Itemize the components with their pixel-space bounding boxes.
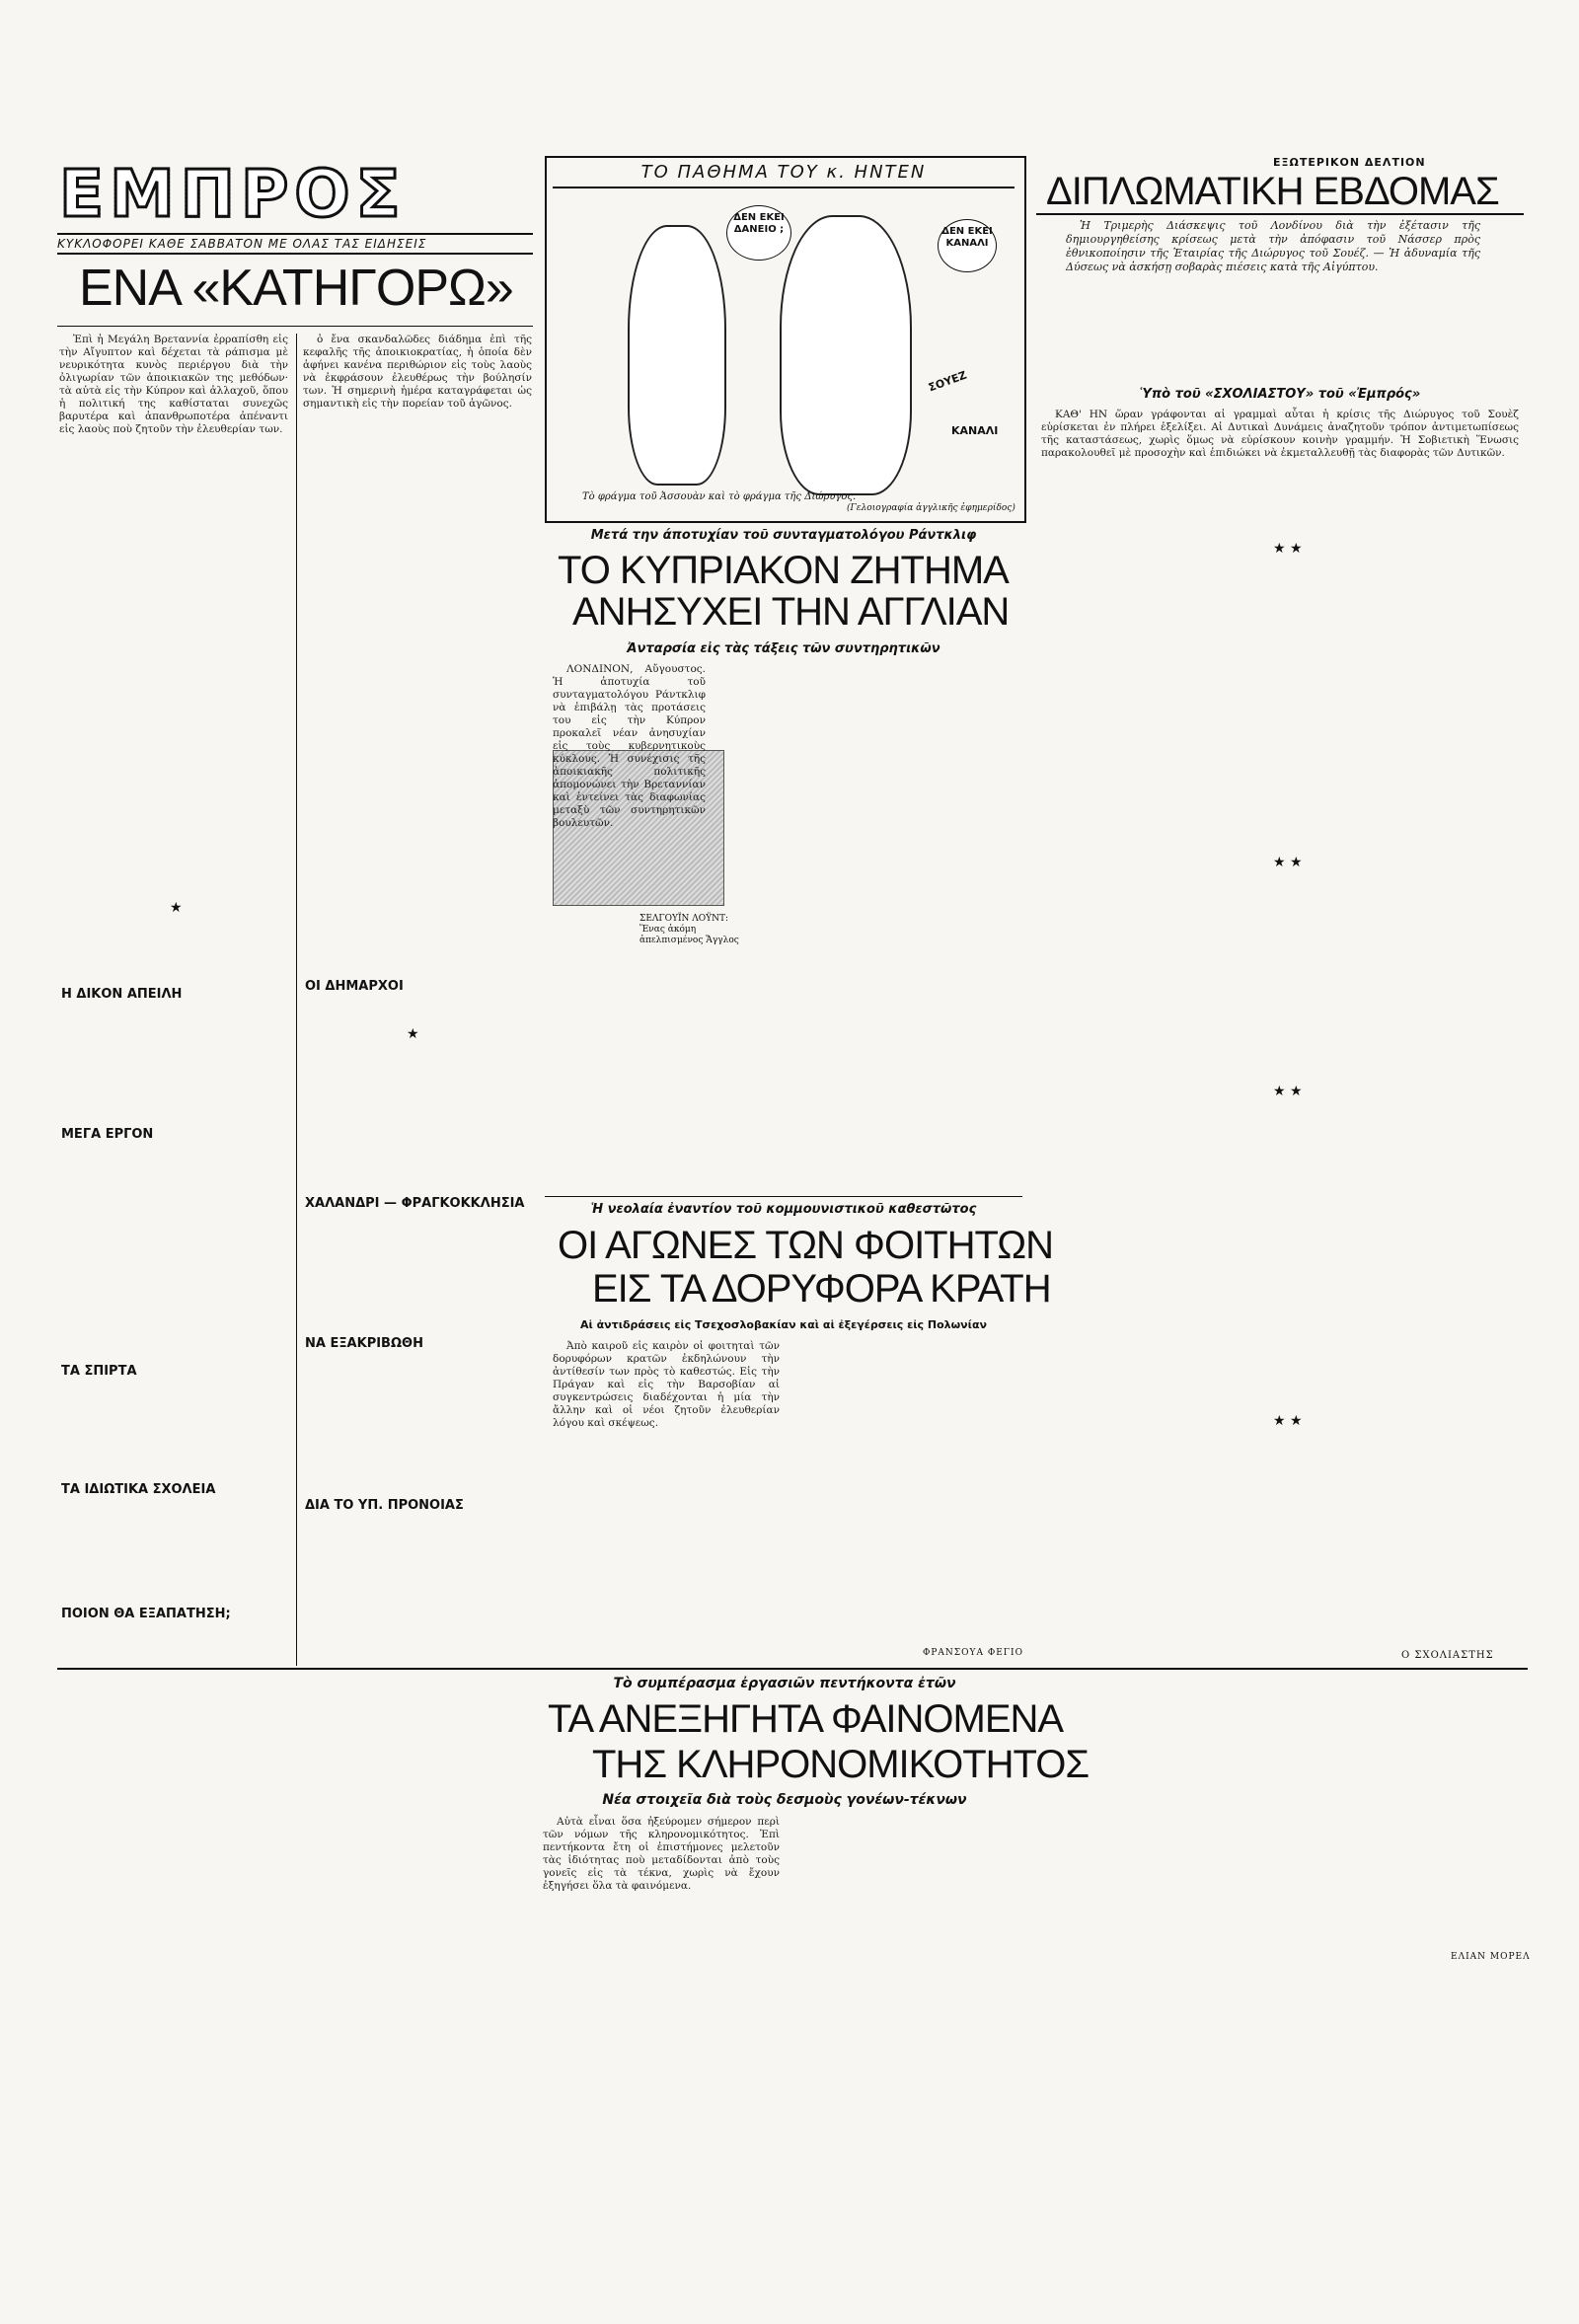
section-head: ΤΑ ΣΠΙΡΤΑ: [61, 1364, 137, 1379]
cartoon-bubble: ΔΕΝ ΕΚΕΙ ΚΑΝΑΛΙ: [938, 219, 997, 272]
cyprus-column-2: [713, 663, 861, 1176]
heredity-byline: ΕΛΙΑΝ ΜΟΡΕΛ: [1451, 1952, 1531, 1962]
foreign-signature: Ο ΣΧΟΛΙΑΣΤΗΣ: [1401, 1650, 1494, 1661]
students-headline: ΟΙ ΑΓΩΝΕΣ ΤΩΝ ΦΟΙΤΗΤΩΝ: [558, 1224, 1054, 1267]
star-separator: ★ ★: [1273, 855, 1303, 870]
heredity-kicker: Τὸ συμπέρασμα ἐργασιῶν πεντήκοντα ἐτῶν: [613, 1676, 956, 1691]
star-separator: ★: [407, 1026, 419, 1042]
star-separator: ★: [170, 900, 183, 916]
foreign-body: ΚΑΘ' ΗΝ ὥραν γράφονται αἱ γραμμαὶ αὗται ἡ κρίσις τῆς Διώρυγος τοῦ Σουὲζ εὑρίσκεται ἐν πλήρει ἐξελίξει. Αἱ Δυτικαὶ Δυνάμεις ἀναζητοῦν τρόπον ἀντιμετωπίσεως τῆς καταστάσεως, χωρὶς ὅμως νὰ εὑρίσκουν κοινὴν γραμμήν. Ἡ Σοβιετικὴ Ἕνωσις παρακολουθεῖ μὲ προσοχὴν καὶ ἐπιδιώκει νὰ ἐκμεταλλευθῇ τὰς διαφορὰς τῶν Δυτικῶν.: [1041, 409, 1519, 459]
students-column-1: Ἀπὸ καιροῦ εἰς καιρὸν οἱ φοιτηταὶ τῶν δορυφόρων κρατῶν ἐκδηλώνουν τὴν ἀντίθεσίν των πρὸς τὸ καθεστώς. Εἰς τὴν Πράγαν καὶ εἰς τὴν Βαρσοβίαν αἱ συγκεντρώσεις διαδέχονται ἡ μία τὴν ἄλλην καὶ οἱ νέοι ζητοῦν ἐλευθερίαν λόγου καὶ σκέψεως.: [553, 1340, 780, 1429]
foreign-kicker: ΕΞΩΤΕΡΙΚΟΝ ΔΕΛΤΙΟΝ: [1273, 156, 1426, 169]
section-head: ΜΕΓΑ ΕΡΓΟΝ: [61, 1127, 154, 1142]
lead-column-1: Ἐπὶ ἡ Μεγάλη Βρεταννία ἐρραπίσθη εἰς τὴν Αἴγυπτον καὶ δέχεται τὰ ράπισμα μὲ νευρικότητα κυνὸς περιέργου διὰ τὴν ὀλιγωρίαν τῶν ἀποικιακῶν της μεθόδων· τὰ αὐτὰ εἰς τὴν Κύπρον καὶ ἀλλαχοῦ, ὅπου ἡ πολιτική της καθίσταται συνεχῶς βαρυτέρα καὶ ἀπανθρωποτέρα ἀπέναντι εἰς λαοὺς ποὺ ζητοῦν τὴν ἐλευθερίαν των.: [59, 334, 288, 435]
cartoon-credit: (Γελοιογραφία ἀγγλικῆς ἐφημερίδος): [847, 503, 1015, 513]
cyprus-column-3: [870, 663, 1018, 1176]
section-head: ΠΟΙΟΝ ΘΑ ΕΞΑΠΑΤΗΣΗ;: [61, 1607, 231, 1621]
lead-column-2: ὁ ἔνα σκανδαλῶδες διάδημα ἐπὶ τῆς κεφαλῆς τῆς ἀποικιοκρατίας, ἡ ὁποία δὲν ἀφήνει κανένα περιθώριον εἰς τοὺς λαοὺς νὰ ἐκφράσουν ἐλευθέρως τὴν βούλησίν των. Ἡ σημερινὴ ἡμέρα καταγράφεται ὡς σημαντικὴ εἰς τὴν πορείαν τοῦ ἀγῶνος.: [303, 334, 532, 410]
foreign-subhead: Ὑπὸ τοῦ «ΣΧΟΛΙΑΣΤΟΥ» τοῦ «Ἐμπρός»: [1139, 387, 1421, 402]
masthead-tagline: ΚΥΚΛΟΦΟΡΕΙ ΚΑΘΕ ΣΑΒΒΑΤΟΝ ΜΕ ΟΛΑΣ ΤΑΣ ΕΙΔΗΣΕΙΣ: [57, 237, 427, 251]
page-fold-rule: [57, 1668, 1528, 1670]
students-rule: [545, 1196, 1022, 1197]
masthead-logo: ΕΜΠΡΟΣ: [59, 156, 407, 232]
section-head: ΧΑΛΑΝΔΡΙ — ΦΡΑΓΚΟΚΚΛΗΣΙΑ: [305, 1196, 525, 1211]
foreign-headline: ΔΙΠΛΩΜΑΤΙΚΗ ΕΒΔΟΜΑΣ: [1046, 170, 1499, 213]
heredity-left-column-1: [59, 1676, 284, 1962]
cartoon-bubble: ΔΕΝ ΕΚΕΙ ΔΑΝΕΙΟ ;: [726, 205, 791, 261]
cartoon-figure-right: [780, 215, 912, 495]
students-kicker: Ἡ νεολαία ἐναντίον τοῦ κομμουνιστικοῦ καθεστῶτος: [590, 1202, 977, 1217]
cartoon-label: ΣΟΥΕΖ: [926, 368, 969, 395]
students-deck: Αἱ ἀντιδράσεις εἰς Τσεχοσλοβακίαν καὶ αἱ ἐξεγέρσεις εἰς Πολωνίαν: [580, 1318, 987, 1331]
heredity-headline: ΤΗΣ ΚΛΗΡΟΝΟΜΙΚΟΤΗΤΟΣ: [592, 1743, 1090, 1786]
masthead-rule: [57, 233, 533, 235]
cartoon-caption: Τὸ φράγμα τοῦ Ἀσσουὰν καὶ τὸ φράγμα τῆς Διώρυγος.: [582, 491, 857, 502]
lead-headline-rule: [57, 326, 533, 327]
star-separator: ★ ★: [1273, 1413, 1303, 1429]
cartoon-figure-left: [628, 225, 726, 486]
cartoon-title: ΤΟ ΠΑΘΗΜΑ ΤΟΥ κ. ΗΝΤΕΝ: [553, 162, 1015, 188]
star-separator: ★ ★: [1273, 1084, 1303, 1099]
star-separator: ★ ★: [1273, 541, 1303, 557]
cyprus-column-1: ΛΟΝΔΙΝΟΝ, Αὔγουστος. Ἡ ἀποτυχία τοῦ συνταγματολόγου Ράντκλιφ νὰ ἐπιβάλῃ τὰς προτάσεις του εἰς τὴν Κύπρον προκαλεῖ νέαν ἀνησυχίαν εἰς τοὺς κυβερνητικοὺς κύκλους. Ἡ συνέχισις τῆς ἀποικιακῆς πολιτικῆς ἀπομονώνει τὴν Βρεταννίαν καὶ ἐντείνει τὰς διαφωνίας μεταξὺ τῶν συντηρητικῶν βουλευτῶν.: [553, 663, 706, 829]
foreign-rule: [1036, 213, 1524, 215]
column-divider: [296, 334, 297, 1666]
heredity-right-column-2: [1283, 1676, 1524, 1952]
foreign-intro: Ἡ Τριμερὴς Διάσκεψις τοῦ Λονδίνου διὰ τὴν ἐξέτασιν τῆς δημιουργηθείσης κρίσεως μετὰ τὴν ἀπόφασιν τοῦ Νάσσερ πρὸς ἐθνικοποίησιν τῆς Ἑταιρίας τῆς Διώρυγος τοῦ Σουέζ. — Ἡ ἀδυναμία τῆς Δύσεως νὰ ἀσκήσῃ σοβαρὰς πιέσεις κατὰ τῆς Αἰγύπτου.: [1066, 219, 1480, 273]
heredity-headline: ΤΑ ΑΝΕΞΗΓΗΤΑ ΦΑΙΝΟΜΕΝΑ: [548, 1697, 1064, 1741]
cyprus-headline: ΤΟ ΚΥΠΡΙΑΚΟΝ ΖΗΤΗΜΑ: [558, 549, 1009, 592]
heredity-left-column-2: [296, 1676, 525, 1962]
section-head: Η ΔΙΚΟΝ ΑΠΕΙΛΗ: [61, 987, 183, 1002]
section-head: ΟΙ ΔΗΜΑΡΧΟΙ: [305, 979, 404, 994]
portrait-caption: ΣΕΛΓΟΥΪΝ ΛΟΫΝΤ: Ἕνας ἀκόμη ἀπελπισμένος Ἄγγλος: [639, 914, 739, 945]
heredity-column-2: [790, 1816, 1026, 1964]
heredity-column-1: Αὐτὰ εἶναι ὅσα ἠξεύρομεν σήμερον περὶ τῶν νόμων τῆς κληρονομικότητος. Ἐπὶ πεντήκοντα ἔτη οἱ ἐπιστήμονες μελετοῦν τὰς ἰδιότητας ποὺ μεταδίδονται ἀπὸ τοὺς γονεῖς εἰς τὰ τέκνα, χωρὶς νὰ ἔχουν ἐξηγήσει ὅλα τὰ φαινόμενα.: [543, 1816, 780, 1892]
students-column-2: [790, 1340, 1018, 1646]
masthead-rule-bottom: [57, 253, 533, 255]
cyprus-headline: ΑΝΗΣΥΧΕΙ ΤΗΝ ΑΓΓΛΙΑΝ: [572, 590, 1010, 634]
students-headline: ΕΙΣ ΤΑ ΔΟΡΥΦΟΡΑ ΚΡΑΤΗ: [592, 1267, 1051, 1311]
section-head: ΔΙΑ ΤΟ ΥΠ. ΠΡΟΝΟΙΑΣ: [305, 1498, 464, 1513]
cartoon-label: ΚΑΝΑΛΙ: [951, 424, 999, 437]
cyprus-kicker: Μετά την άποτυχίαν τοῦ συνταγματολόγου Ράντκλιφ: [590, 528, 977, 543]
cyprus-byline: ΦΡΑΝΣΟΥΑ ΦΕΓΙΟ: [923, 1648, 1023, 1658]
heredity-right-column-1: [1041, 1676, 1273, 1962]
section-head: ΤΑ ΙΔΙΩΤΙΚΑ ΣΧΟΛΕΙΑ: [61, 1482, 216, 1497]
lead-headline: ΕΝΑ «ΚΑΤΗΓΟΡΩ»: [79, 260, 513, 317]
cyprus-deck: Ἀνταρσία εἰς τὰς τάξεις τῶν συντηρητικῶν: [627, 641, 940, 656]
section-head: ΝΑ ΕΞΑΚΡΙΒΩΘΗ: [305, 1336, 423, 1351]
heredity-deck: Νέα στοιχεῖα διὰ τοὺς δεσμοὺς γονέων-τέκνων: [602, 1792, 967, 1808]
